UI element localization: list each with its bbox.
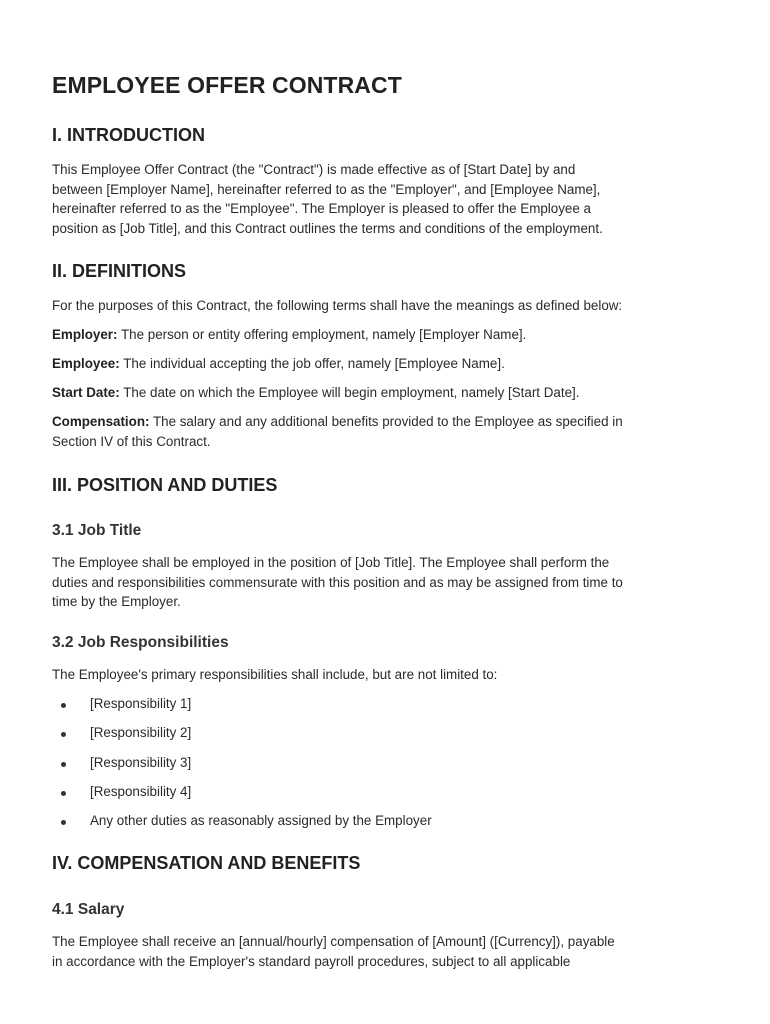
list-item-text: [Responsibility 2] bbox=[90, 725, 192, 741]
section-heading-introduction: I. INTRODUCTION bbox=[52, 125, 205, 145]
section-heading-definitions: II. DEFINITIONS bbox=[52, 261, 187, 281]
subsection-heading-salary: 4.1 Salary bbox=[52, 901, 125, 918]
definition-term: Employer: bbox=[52, 327, 118, 342]
definition-line: Section IV of this Contract. bbox=[52, 433, 211, 449]
list-item-text: [Responsibility 4] bbox=[90, 783, 192, 799]
section-heading-position: III. POSITION AND DUTIES bbox=[52, 475, 278, 495]
list-item bbox=[52, 753, 718, 782]
definition-term: Employee: bbox=[52, 356, 120, 371]
definition-term: Compensation: bbox=[52, 414, 150, 429]
job-title-line: time by the Employer. bbox=[52, 594, 181, 609]
list-item-text: [Responsibility 3] bbox=[90, 754, 192, 770]
definitions-lead: For the purposes of this Contract, the following terms shall have the meanings as defined below: bbox=[52, 298, 623, 313]
list-item-text: [Responsibility 1] bbox=[90, 696, 192, 711]
document-title: EMPLOYEE OFFER CONTRACT bbox=[52, 72, 402, 98]
job-title-line: The Employee shall be employed in the position of [Job Title]. The Employee shall perform the bbox=[52, 555, 610, 570]
bullet-icon bbox=[61, 762, 66, 767]
job-title-line: duties and responsibilities commensurate with this position and as may be assigned from time to bbox=[52, 574, 623, 590]
salary-paragraph bbox=[52, 932, 718, 971]
responsibilities-list bbox=[52, 694, 718, 840]
list-item bbox=[52, 811, 718, 840]
bullet-icon bbox=[61, 791, 66, 796]
definition-compensation bbox=[52, 412, 718, 451]
definition-start-date bbox=[52, 383, 718, 403]
intro-line: hereinafter referred to as the "Employee". The Employer is pleased to offer the Employee a bbox=[52, 201, 591, 216]
definition-text: The date on which the Employee will begin employment, namely [Start Date]. bbox=[119, 385, 580, 400]
subsection-heading-job-title: 3.1 Job Title bbox=[52, 522, 142, 539]
list-item bbox=[52, 723, 718, 752]
intro-line: This Employee Offer Contract (the "Contract") is made effective as of [Start Date] by and bbox=[52, 162, 576, 177]
definition-text: The salary and any additional benefits provided to the Employee as specified in bbox=[149, 414, 623, 429]
responsibilities-lead: The Employee's primary responsibilities shall include, but are not limited to: bbox=[52, 667, 498, 682]
list-item bbox=[52, 782, 718, 811]
bullet-icon bbox=[61, 820, 66, 825]
salary-line: in accordance with the Employer's standard payroll procedures, subject to all applicable bbox=[52, 953, 571, 969]
intro-paragraph bbox=[52, 160, 718, 238]
intro-line: between [Employer Name], hereinafter referred to as the "Employer", and [Employee Name], bbox=[52, 181, 601, 197]
section-heading-compensation: IV. COMPENSATION AND BENEFITS bbox=[52, 853, 361, 873]
definition-term: Start Date: bbox=[52, 385, 120, 400]
list-item-text: Any other duties as reasonably assigned by the Employer bbox=[90, 813, 432, 829]
definition-text: The individual accepting the job offer, namely [Employee Name]. bbox=[119, 356, 505, 371]
bullet-icon bbox=[61, 703, 66, 708]
job-title-paragraph bbox=[52, 553, 718, 612]
definition-text: The person or entity offering employment, namely [Employer Name]. bbox=[117, 327, 527, 342]
list-item bbox=[52, 694, 718, 723]
salary-line: The Employee shall receive an [annual/hourly] compensation of [Amount] ([Currency]), payable bbox=[52, 934, 615, 949]
intro-line: position as [Job Title], and this Contract outlines the terms and conditions of the employment. bbox=[52, 220, 603, 236]
definition-line bbox=[52, 412, 718, 432]
subsection-heading-responsibilities: 3.2 Job Responsibilities bbox=[52, 634, 229, 651]
bullet-icon bbox=[61, 732, 66, 737]
definition-employer bbox=[52, 325, 718, 345]
definition-employee bbox=[52, 354, 718, 374]
